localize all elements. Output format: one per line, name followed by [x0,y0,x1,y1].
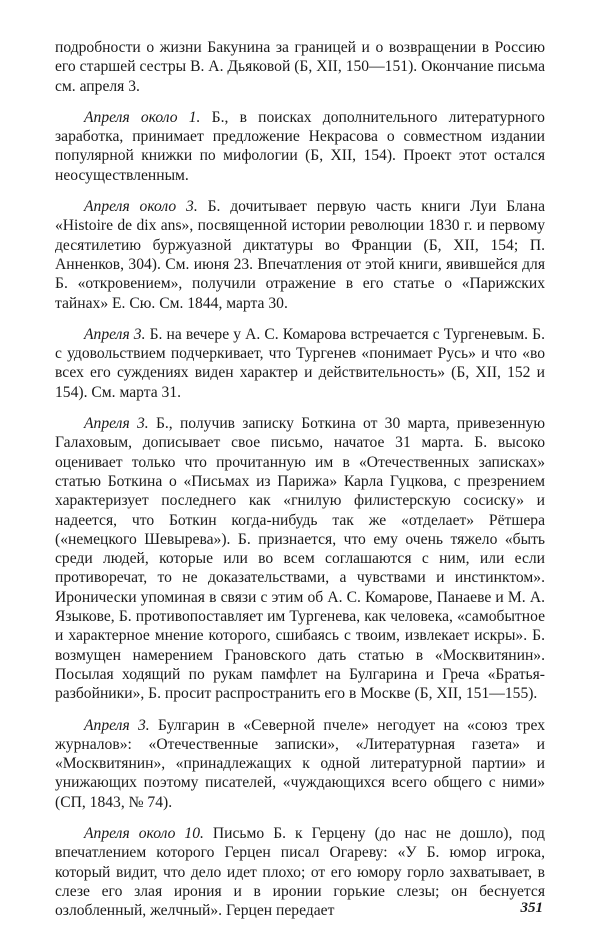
page-text [55,38,545,932]
entry-text: Б., получив записку Боткина от 30 марта, привезенную Галаховым, дописывает свое письмо, начатое 31 марта. Б. высоко оценивает только что прочитанную им в «Отечественных записках» статью Боткина о «Письмах из Парижа» Карла Гуцкова, с презрением характеризует последнего как «гнилую филистерскую сосиску» и надеется, что Боткин когда-нибудь так же «отделает» Рётшера («немецкого Шевырева»). Б. признается, что ему очень тяжело «быть среди людей, которые или во всем соглашаются с ним, или если противоречат, то не доказательствами, а чувствами и инстинктом». Иронически упоминая в связи с этим об А. С. Комарове, Панаеве и М. А. Языкове, Б. противопоставляет им Тургенева, как человека, «самобытное и характерное мнение которого, сшибаясь с твоим, извлекает искры». Б. возмущен намерением Грановского дать статью в «Москвитянин». Посылая ходящий по рукам памфлет на Булгарина и Греча «Братья-разбойники», Б. просит распространить его в Москве (Б, XII, 151—155). [55,415,545,703]
entry-april-10-herzen [55,824,545,920]
entry-date: Апреля около 1. [84,108,201,126]
entry-april-3-turgenev [55,325,545,402]
entry-text: Б. на вечере у А. С. Комарова встречается с Тургеневым. Б. с удовольствием подчеркивает, что Тургенев «понимает Русь» и что «во всех его суждениях виден характер и действительность» (Б, XII, 152 и 154). См. марта 31. [55,325,545,401]
entry-text: Б. дочитывает первую часть книги Луи Блана «Histoire de dix ans», посвященной истории революции 1830 г. и первому десятилетию буржуазной диктатуры во Франции (Б, XII, 154; П. Анненков, 304). См. июня 23. Впечатления от этой книги, явившейся для Б. «откровением», получили отражение в его статье о «Парижских тайнах» Е. Сю. См. 1844, марта 30. [55,198,545,312]
entry-text: Письмо Б. к Герцену (до нас не дошло), под впечатлением которого Герцен писал Огареву: «У Б. юмор игрока, который видит, что дело идет плохо; от его юмору горло захватывает, в слезе его злая ирония и в иронии горькие слезы; он беснуется озлобленный, желчный». Герцен передает [55,824,545,920]
entry-date: Апреля 3. [84,325,146,343]
entry-text: подробности о жизни Бакунина за границей и о возвращении в Россию его старшей сестры В. А. Дьяковой (Б, XII, 150—151). Окончание письма см. апреля 3. [55,39,545,95]
entry-april-3-bulgarin [55,716,545,812]
entry-date: Апреля 3. [84,716,150,734]
entry-date: Апреля около 10. [84,824,204,842]
entry-text: Булгарин в «Северной пчеле» негодует на «союз трех журналов»: «Отечественные записки», «Литературная газета» и «Москвитянин», «принадлежащих к одной литературной партии» и унижающих поэтому писателей, «чуждающихся всего общего с ними» (СП, 1843, № 74). [55,716,546,811]
page-number: 351 [520,900,543,916]
entry-date: Апреля 3. [84,415,149,433]
entry-april-1 [55,108,545,185]
entry-continuation [55,38,545,96]
entry-april-3-botkin [55,414,545,703]
entry-april-3-louis-blanc [55,197,545,313]
entry-date: Апреля около 3. [84,198,198,216]
entry-text: Б., в поисках дополнительного литературного заработка, принимает предложение Некрасова о совместном издании популярной книжки по мифологии (Б, XII, 154). Проект этот остался неосуществленным. [55,108,545,184]
